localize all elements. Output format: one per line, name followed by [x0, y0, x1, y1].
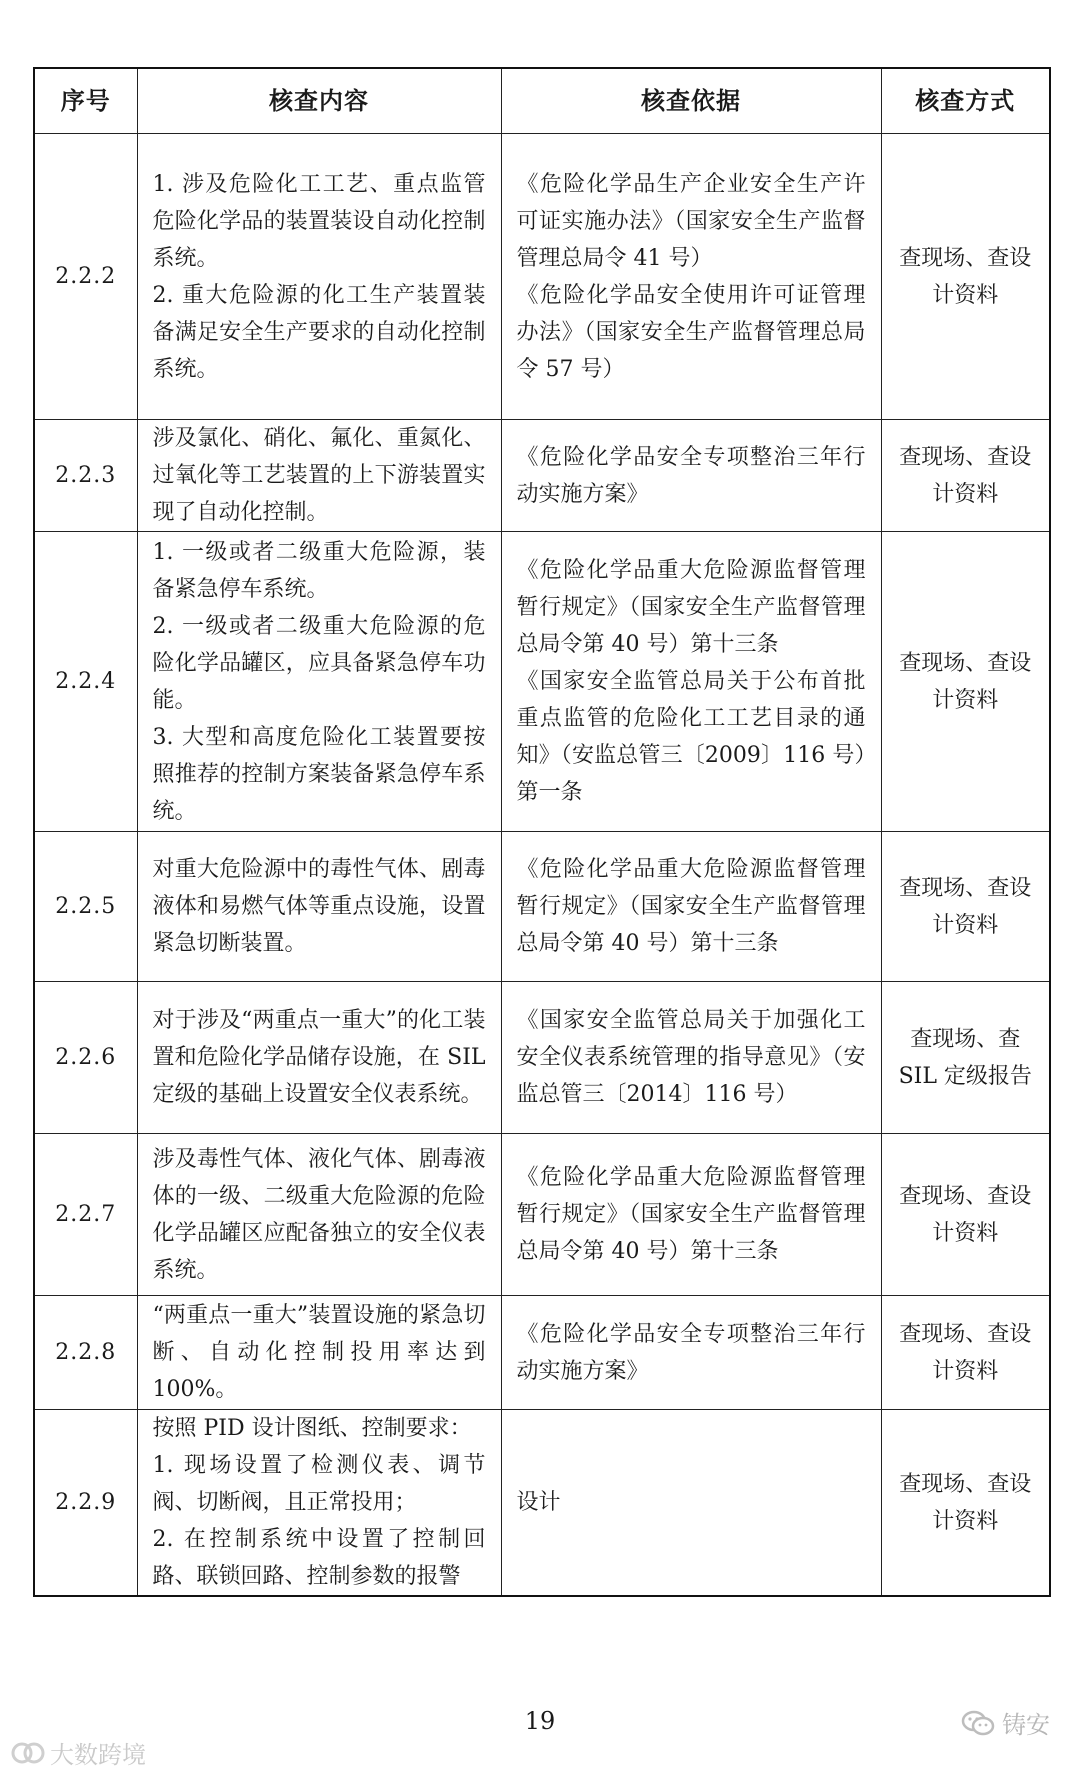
table-row [34, 420, 1050, 532]
content-line: 涉及氯化、硝化、氟化、重氮化、过氧化等工艺装置的上下游装置实现了自动化控制。 [152, 426, 486, 525]
row-basis [501, 982, 881, 1134]
basis-line: 《国家安全监管总局关于公布首批重点监管的危险化工工艺目录的通知》（安监总管三〔2009〕116 号）第一条 [516, 669, 866, 805]
basis-line: 《危险化学品重大危险源监督管理暂行规定》（国家安全生产监督管理总局令第 40 号）第十三条 [516, 1165, 866, 1264]
basis-line: 《危险化学品重大危险源监督管理暂行规定》（国家安全生产监督管理总局令第 40 号）第十三条 [516, 857, 866, 956]
row-seq: 2.2.8 [34, 1296, 137, 1410]
row-method: 查现场、查设计资料 [881, 832, 1050, 982]
page-number: 19 [524, 1707, 556, 1735]
content-line: 涉及毒性气体、液化气体、剧毒液体的一级、二级重大危险源的危险化学品罐区应配备独立的安全仪表系统。 [152, 1146, 486, 1283]
row-basis [501, 420, 881, 532]
header-method: 核查方式 [881, 68, 1050, 134]
row-method: 查现场、查设计资料 [881, 1296, 1050, 1410]
row-seq: 2.2.9 [34, 1410, 137, 1597]
row-content [137, 982, 501, 1134]
content-line: 按照 PID 设计图纸、控制要求： [152, 1416, 472, 1441]
header-basis: 核查依据 [501, 68, 881, 134]
content-line: “两重点一重大”装置设施的紧急切断、自动化控制投用率达到 100%。 [152, 1303, 486, 1402]
row-method: 查现场、查设计资料 [881, 420, 1050, 532]
watermark-right [960, 1705, 1050, 1740]
basis-line: 《危险化学品重大危险源监督管理暂行规定》（国家安全生产监督管理总局令第 40 号）第十三条 [516, 558, 866, 657]
table-row [34, 982, 1050, 1134]
row-content [137, 1296, 501, 1410]
content-line: 2. 重大危险源的化工生产装置装备满足安全生产要求的自动化控制系统。 [152, 282, 486, 382]
table-row [34, 832, 1050, 982]
row-content [137, 420, 501, 532]
content-line: 2. 在控制系统中设置了控制回路、联锁回路、控制参数的报警 [152, 1527, 486, 1589]
basis-line: 《危险化学品安全专项整治三年行动实施方案》 [516, 444, 866, 507]
table-header-row [34, 68, 1050, 134]
table-row [34, 1134, 1050, 1296]
content-line: 1. 涉及危险化工工艺、重点监管危险化学品的装置装设自动化控制系统。 [152, 171, 486, 271]
watermark-right-text: 铸安 [1002, 1711, 1050, 1739]
row-method: 查现场、查设计资料 [881, 134, 1050, 420]
row-content [137, 832, 501, 982]
watermark-left [10, 1735, 146, 1770]
table-row [34, 1296, 1050, 1410]
basis-line: 《危险化学品安全专项整治三年行动实施方案》 [516, 1321, 866, 1384]
basis-line: 《国家安全监管总局关于加强化工安全仪表系统管理的指导意见》（安监总管三〔2014〕116 号） [516, 1008, 866, 1107]
row-content [137, 1410, 501, 1597]
inspection-table [33, 67, 1051, 1597]
row-seq: 2.2.4 [34, 532, 137, 832]
table-row [34, 134, 1050, 420]
row-basis [501, 832, 881, 982]
row-content [137, 1134, 501, 1296]
row-method: 查现场、查设计资料 [881, 1410, 1050, 1597]
table-row [34, 1410, 1050, 1597]
row-basis [501, 134, 881, 420]
row-seq: 2.2.2 [34, 134, 137, 420]
table-row [34, 532, 1050, 832]
row-basis [501, 532, 881, 832]
row-method: 查现场、查设计资料 [881, 532, 1050, 832]
row-seq: 2.2.5 [34, 832, 137, 982]
row-basis [501, 1296, 881, 1410]
header-content: 核查内容 [137, 68, 501, 134]
row-content [137, 532, 501, 832]
basis-line: 设计 [516, 1490, 561, 1515]
row-basis [501, 1134, 881, 1296]
row-seq: 2.2.3 [34, 420, 137, 532]
basis-line: 《危险化学品安全使用许可证管理办法》（国家安全生产监督管理总局令 57 号） [516, 282, 866, 382]
row-method: 查现场、查设计资料 [881, 1134, 1050, 1296]
wechat-icon [960, 1708, 996, 1738]
watermark-left-text: 大数跨境 [50, 1741, 146, 1769]
row-seq: 2.2.6 [34, 982, 137, 1134]
content-line: 3. 大型和高度危险化工装置要按照推荐的控制方案装备紧急停车系统。 [152, 724, 486, 824]
content-line: 1. 一级或者二级重大危险源，装备紧急停车系统。 [152, 539, 486, 602]
content-line: 对重大危险源中的毒性气体、剧毒液体和易燃气体等重点设施，设置紧急切断装置。 [152, 857, 486, 956]
brand-logo-icon [10, 1738, 46, 1768]
row-basis [501, 1410, 881, 1597]
row-method: 查现场、查 SIL 定级报告 [881, 982, 1050, 1134]
header-seq: 序号 [34, 68, 137, 134]
basis-line: 《危险化学品生产企业安全生产许可证实施办法》（国家安全生产监督管理总局令 41 号） [516, 171, 866, 271]
row-seq: 2.2.7 [34, 1134, 137, 1296]
content-line: 2. 一级或者二级重大危险源的危险化学品罐区，应具备紧急停车功能。 [152, 613, 486, 713]
content-line: 1. 现场设置了检测仪表、调节阀、切断阀，且正常投用； [152, 1453, 486, 1515]
row-content [137, 134, 501, 420]
content-line: 对于涉及“两重点一重大”的化工装置和危险化学品储存设施，在 SIL 定级的基础上设置安全仪表系统。 [152, 1008, 486, 1107]
